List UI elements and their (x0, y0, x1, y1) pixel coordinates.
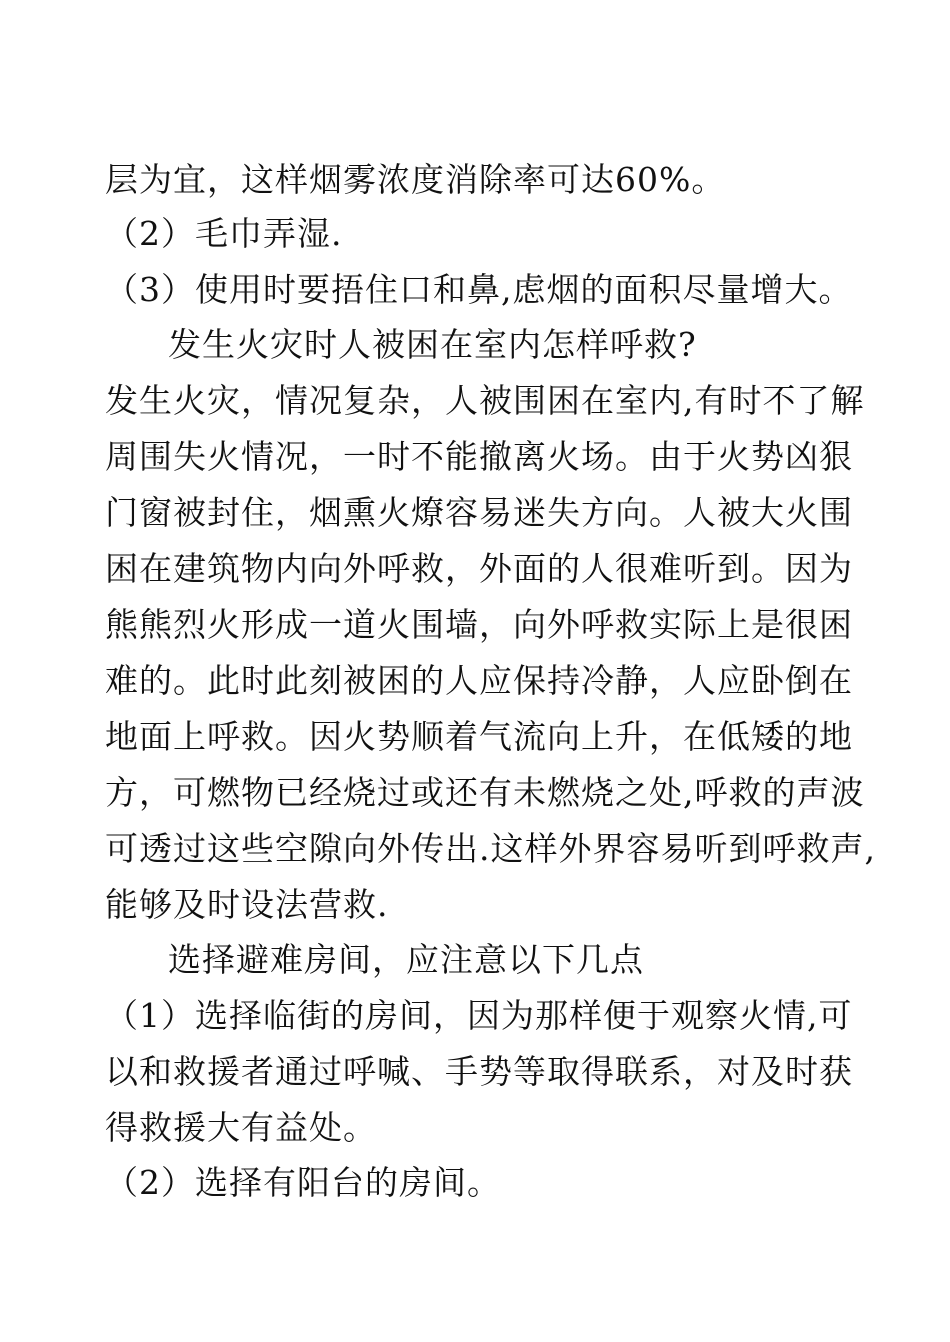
list-item: （2）选择有阳台的房间。 (105, 1163, 501, 1202)
list-item: （3）使用时要捂住口和鼻,虑烟的面积尽量增大。 (105, 270, 853, 309)
text-line: 得救援大有益处。 (105, 1108, 377, 1147)
text-line: 能够及时设法营救. (105, 885, 389, 924)
list-item: （2）毛巾弄湿. (105, 214, 343, 253)
list-item: （1）选择临街的房间，因为那样便于观察火情,可 (105, 996, 853, 1035)
text-line: 周围失火情况，一时不能撤离火场。由于火势凶狠 (105, 437, 853, 476)
text-line: 熊熊烈火形成一道火围墙，向外呼救实际上是很困 (105, 605, 853, 644)
text-line: 难的。此时此刻被困的人应保持冷静，人应卧倒在 (105, 661, 853, 700)
text-line: 以和救援者通过呼喊、手势等取得联系，对及时获 (105, 1052, 853, 1091)
text-line: 地面上呼救。因火势顺着气流向上升，在低矮的地 (105, 717, 853, 756)
text-line: 困在建筑物内向外呼救，外面的人很难听到。因为 (105, 549, 853, 588)
text-line: 门窗被封住，烟熏火燎容易迷失方向。人被大火围 (105, 493, 853, 532)
section-heading: 发生火灾时人被困在室内怎样呼救? (168, 325, 697, 364)
text-line: 层为宜，这样烟雾浓度消除率可达60%。 (105, 160, 726, 199)
section-heading: 选择避难房间，应注意以下几点 (168, 940, 644, 979)
text-line: 可透过这些空隙向外传出.这样外界容易听到呼救声, (105, 829, 876, 868)
text-line: 发生火灾，情况复杂，人被围困在室内,有时不了解 (105, 381, 865, 420)
text-line: 方，可燃物已经烧过或还有未燃烧之处,呼救的声波 (105, 773, 865, 812)
